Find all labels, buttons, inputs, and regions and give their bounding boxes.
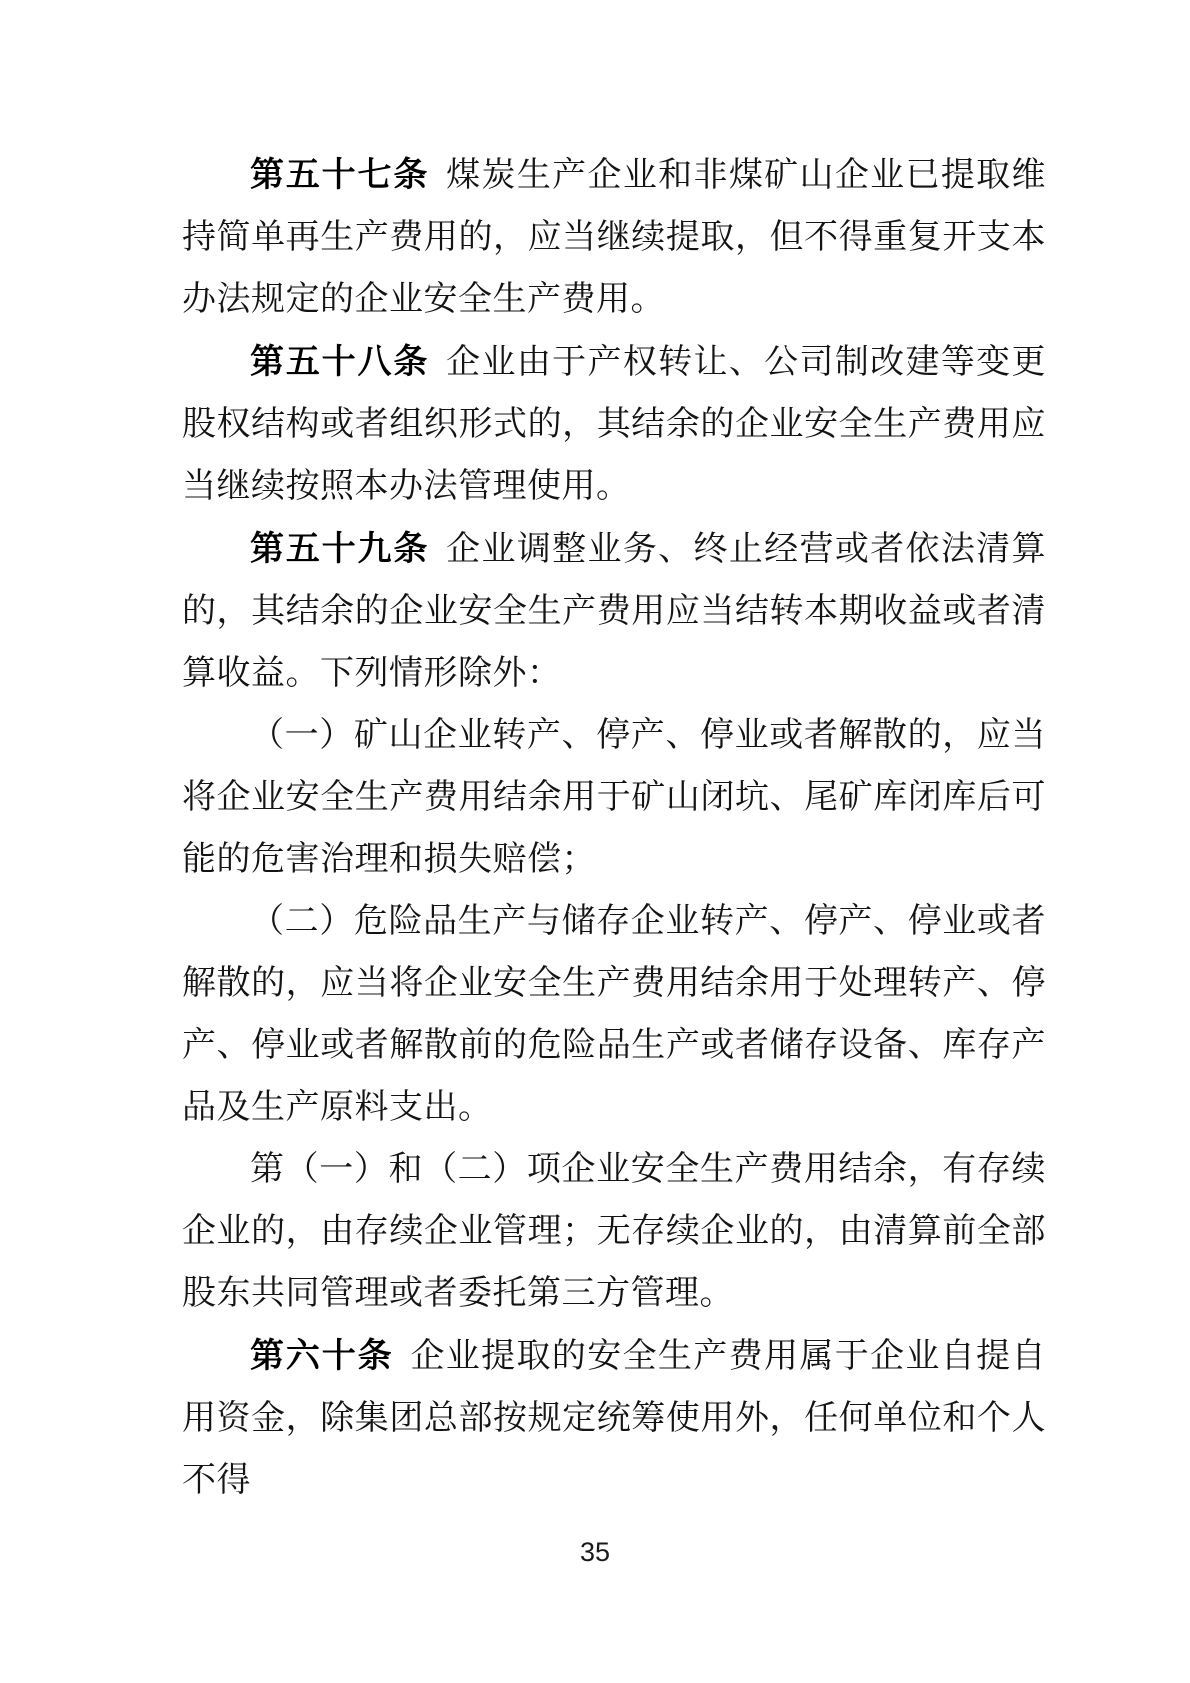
article-60-number: 第六十条 [250,1337,394,1375]
article-59-text: 企业调整业务、终止经营或者依法清算的，其结余的企业安全生产费用应当结转本期收益或者清算收益。下列情形除外： [182,531,1047,692]
clause-1-paragraph [182,705,1046,891]
page-number: 35 [579,1537,611,1567]
clause-2-paragraph [182,891,1046,1139]
article-60-text: 企业提取的安全生产费用属于企业自提自用资金，除集团总部按规定统筹使用外，任何单位和个人不得 [182,1338,1047,1499]
article-58-paragraph [182,331,1046,518]
clause-2-text: （二）危险品生产与储存企业转产、停产、停业或者解散的，应当将企业安全生产费用结余用于处理转产、停产、停业或者解散前的危险品生产或者储存设备、库存产品及生产原料支出。 [182,903,1046,1126]
page-footer [0,1536,1190,1568]
article-60-paragraph [182,1325,1046,1512]
article-59-number: 第五十九条 [250,530,430,568]
article-58-number: 第五十八条 [250,343,430,381]
article-57-text: 煤炭生产企业和非煤矿山企业已提取维持简单再生产费用的，应当继续提取，但不得重复开支本办法规定的企业安全生产费用。 [182,157,1047,318]
article-57-number: 第五十七条 [250,156,430,194]
clause-1-text: （一）矿山企业转产、停产、停业或者解散的，应当将企业安全生产费用结余用于矿山闭坑、尾矿库闭库后可能的危害治理和损失赔偿； [182,717,1046,878]
surplus-management-text: 第（一）和（二）项企业安全生产费用结余，有存续企业的，由存续企业管理；无存续企业的，由清算前全部股东共同管理或者委托第三方管理。 [182,1151,1046,1312]
surplus-management-paragraph [182,1139,1046,1325]
article-59-paragraph [182,518,1046,705]
article-58-text: 企业由于产权转让、公司制改建等变更股权结构或者组织形式的，其结余的企业安全生产费用应当继续按照本办法管理使用。 [182,344,1047,505]
document-body [182,144,1046,1512]
article-57-paragraph [182,144,1046,331]
